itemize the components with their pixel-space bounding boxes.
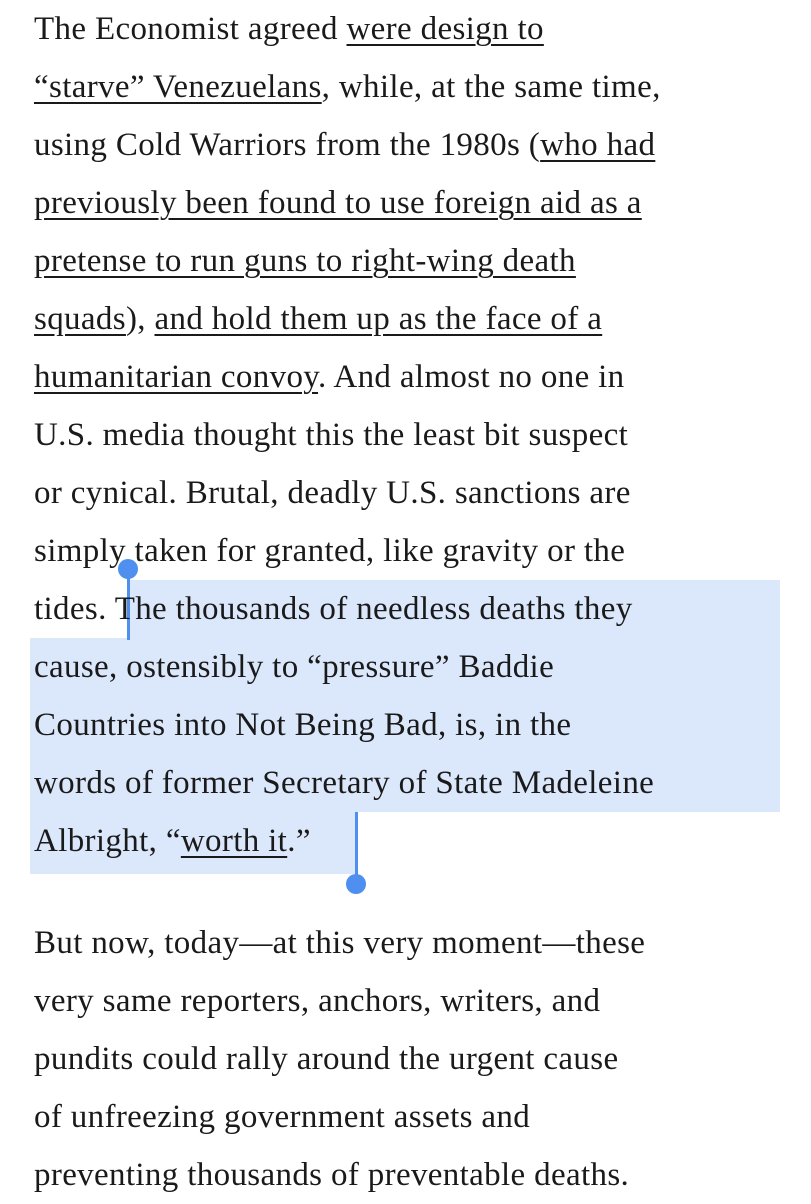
- selected-text: words of former Secretary of State Madeleine: [34, 765, 655, 801]
- text-line: [34, 1146, 629, 1204]
- link-pretense-to-run-guns[interactable]: pretense to run guns to right-wing death: [34, 243, 576, 279]
- text: U.S. media thought this the least bit suspect: [34, 417, 629, 453]
- selected-text: .”: [287, 823, 311, 859]
- text-line: [34, 174, 642, 232]
- text-line: [34, 754, 654, 812]
- text-line: [34, 1088, 530, 1146]
- text-line: [34, 972, 600, 1030]
- text: of unfreezing government assets and: [34, 1099, 531, 1135]
- text-line: [34, 696, 571, 754]
- text-line: [34, 580, 633, 638]
- text-line: [34, 116, 655, 174]
- text: tides.: [34, 591, 115, 627]
- text-line: [34, 348, 625, 406]
- text-line: [34, 406, 628, 464]
- link-worth-it[interactable]: worth it: [180, 823, 288, 859]
- text: The Economist agreed: [34, 11, 347, 47]
- text-line: [34, 290, 602, 348]
- text-line: [34, 812, 311, 870]
- link-starve-venezuelans[interactable]: “starve” Venezuelans: [34, 69, 322, 105]
- selection-end-caret: [355, 812, 358, 880]
- text: simply taken for granted, like gravity or the: [34, 533, 626, 569]
- text: pundits could rally around the urgent cause: [34, 1041, 619, 1077]
- link-were-design-to[interactable]: were design to: [346, 11, 544, 47]
- link-previously-been-found[interactable]: previously been found to use foreign aid as a: [34, 185, 642, 221]
- selected-text: Countries into Not Being Bad, is, in the: [34, 707, 572, 743]
- link-humanitarian-convoy[interactable]: humanitarian convoy: [34, 359, 319, 395]
- selected-text: The thousands of needless deaths they: [114, 591, 633, 627]
- text-line: [34, 1030, 618, 1088]
- link-who-had[interactable]: who had: [540, 127, 656, 163]
- link-squads[interactable]: squads: [34, 301, 126, 337]
- text: or cynical. Brutal, deadly U.S. sanctions are: [34, 475, 631, 511]
- text: But now, today—at this very moment—these: [34, 925, 646, 961]
- text-line: [34, 522, 625, 580]
- selection-end-handle[interactable]: [346, 874, 366, 894]
- text: using Cold Warriors from the 1980s (: [34, 127, 541, 163]
- text-line: [34, 638, 554, 696]
- link-face-of-convoy[interactable]: and hold them up as the face of a: [154, 301, 603, 337]
- text-line: [34, 0, 544, 58]
- selected-text: Albright, “: [34, 823, 181, 859]
- text-line: [34, 232, 576, 290]
- selected-text: cause, ostensibly to “pressure” Baddie: [34, 649, 555, 685]
- text: ),: [125, 301, 155, 337]
- text-line: [34, 464, 631, 522]
- text: , while, at the same time,: [321, 69, 661, 105]
- text: preventing thousands of preventable deaths.: [34, 1157, 630, 1193]
- text-line: [34, 58, 661, 116]
- text: very same reporters, anchors, writers, and: [34, 983, 601, 1019]
- text-line: [34, 914, 645, 972]
- text: . And almost no one in: [318, 359, 625, 395]
